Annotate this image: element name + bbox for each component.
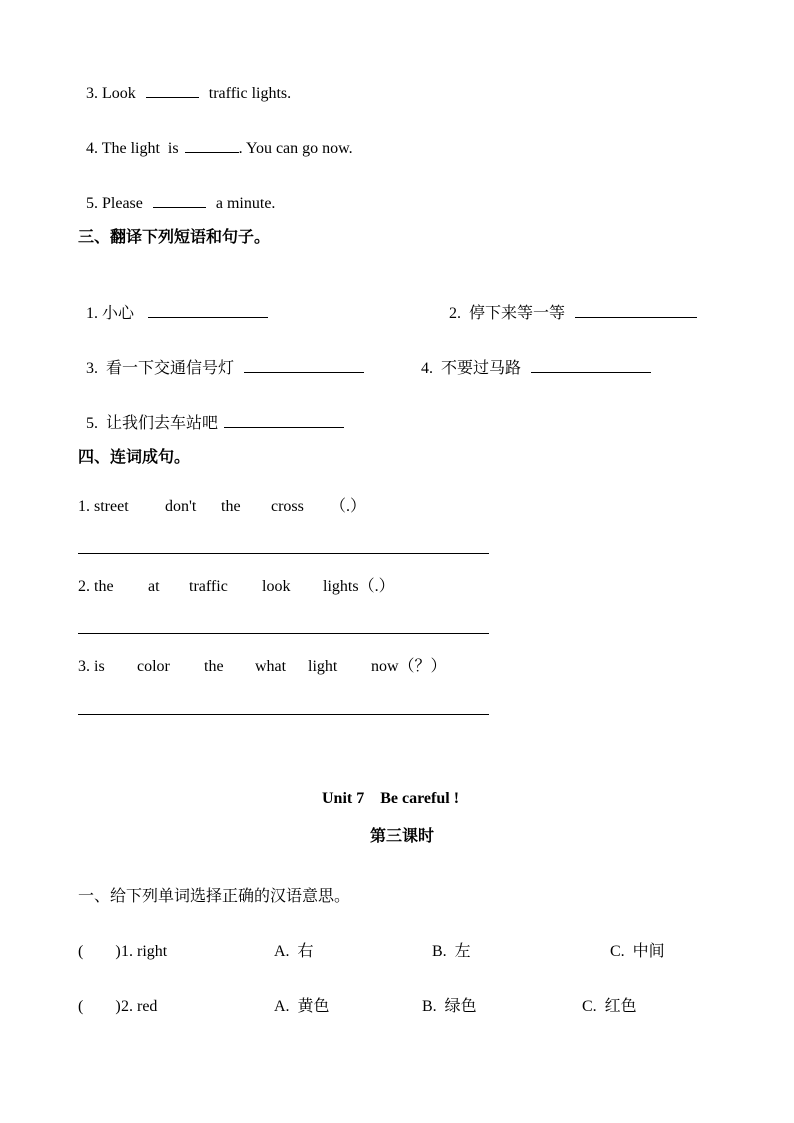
- translate-item-5: [78, 393, 344, 434]
- fill-blank-5-after: a minute.: [215, 195, 276, 212]
- reorder-word: light: [308, 658, 338, 675]
- fill-blank-4: [78, 118, 353, 159]
- translate-item-2-text: 2. 停下来等一等: [449, 305, 566, 322]
- translate-item-4: [413, 338, 651, 379]
- fill-blank-3: [78, 63, 291, 104]
- reorder-word: now（？）: [371, 658, 447, 675]
- option-a[interactable]: A. 黄色: [274, 998, 330, 1015]
- option-b[interactable]: B. 绿色: [422, 998, 477, 1015]
- answer-blank[interactable]: [244, 358, 364, 373]
- answer-paren[interactable]: ( ): [78, 943, 121, 960]
- reorder-word: look: [262, 578, 291, 595]
- option-c[interactable]: C. 红色: [582, 998, 637, 1015]
- lesson-subtitle: 第三课时: [370, 828, 435, 845]
- option-c[interactable]: C. 中间: [610, 943, 665, 960]
- reorder-word: traffic: [189, 578, 228, 595]
- reorder-word: what: [255, 658, 287, 675]
- reorder-word: color: [137, 658, 170, 675]
- fill-blank-4-after: . You can go now.: [238, 140, 353, 157]
- answer-blank[interactable]: [146, 83, 199, 98]
- fill-blank-4-before: 4. The light is: [86, 140, 179, 157]
- translate-item-5-text: 5. 让我们去车站吧: [86, 415, 219, 432]
- fill-blank-5-before: 5. Please: [86, 195, 143, 212]
- translate-item-3: [78, 338, 364, 379]
- reorder-word: the: [204, 658, 224, 675]
- reorder-word: 3. is: [78, 658, 105, 675]
- translate-item-1-text: 1. 小心: [86, 305, 135, 322]
- reorder-word: 1. street: [78, 498, 129, 515]
- section3-heading: 三、翻译下列短语和句子。: [78, 229, 271, 246]
- question-word: 2. red: [121, 998, 158, 1015]
- part1-heading: 一、给下列单词选择正确的汉语意思。: [78, 888, 351, 905]
- answer-line[interactable]: [78, 553, 489, 554]
- reorder-word: 2. the: [78, 578, 114, 595]
- reorder-word: at: [148, 578, 160, 595]
- fill-blank-3-before: 3. Look: [86, 85, 136, 102]
- translate-item-4-text: 4. 不要过马路: [421, 360, 522, 377]
- answer-blank[interactable]: [185, 138, 239, 153]
- answer-paren[interactable]: ( ): [78, 998, 121, 1015]
- answer-line[interactable]: [78, 633, 489, 634]
- reorder-word: （.）: [330, 498, 367, 515]
- option-a[interactable]: A. 右: [274, 943, 314, 960]
- answer-blank[interactable]: [148, 303, 268, 318]
- translate-item-3-text: 3. 看一下交通信号灯: [86, 360, 235, 377]
- fill-blank-3-after: traffic lights.: [208, 85, 292, 102]
- reorder-word: the: [221, 498, 241, 515]
- answer-blank[interactable]: [531, 358, 651, 373]
- reorder-word: don't: [165, 498, 197, 515]
- option-b[interactable]: B. 左: [432, 943, 471, 960]
- translate-item-2: [441, 283, 697, 324]
- question-word: 1. right: [121, 943, 168, 960]
- unit-title: Unit 7 Be careful !: [322, 790, 460, 807]
- reorder-word: cross: [271, 498, 304, 515]
- translate-item-1: [78, 283, 268, 324]
- fill-blank-5: [78, 173, 275, 214]
- answer-blank[interactable]: [224, 413, 344, 428]
- answer-blank[interactable]: [153, 193, 206, 208]
- answer-line[interactable]: [78, 714, 489, 715]
- reorder-word: lights（.）: [323, 578, 395, 595]
- section4-heading: 四、连词成句。: [78, 449, 191, 466]
- answer-blank[interactable]: [575, 303, 697, 318]
